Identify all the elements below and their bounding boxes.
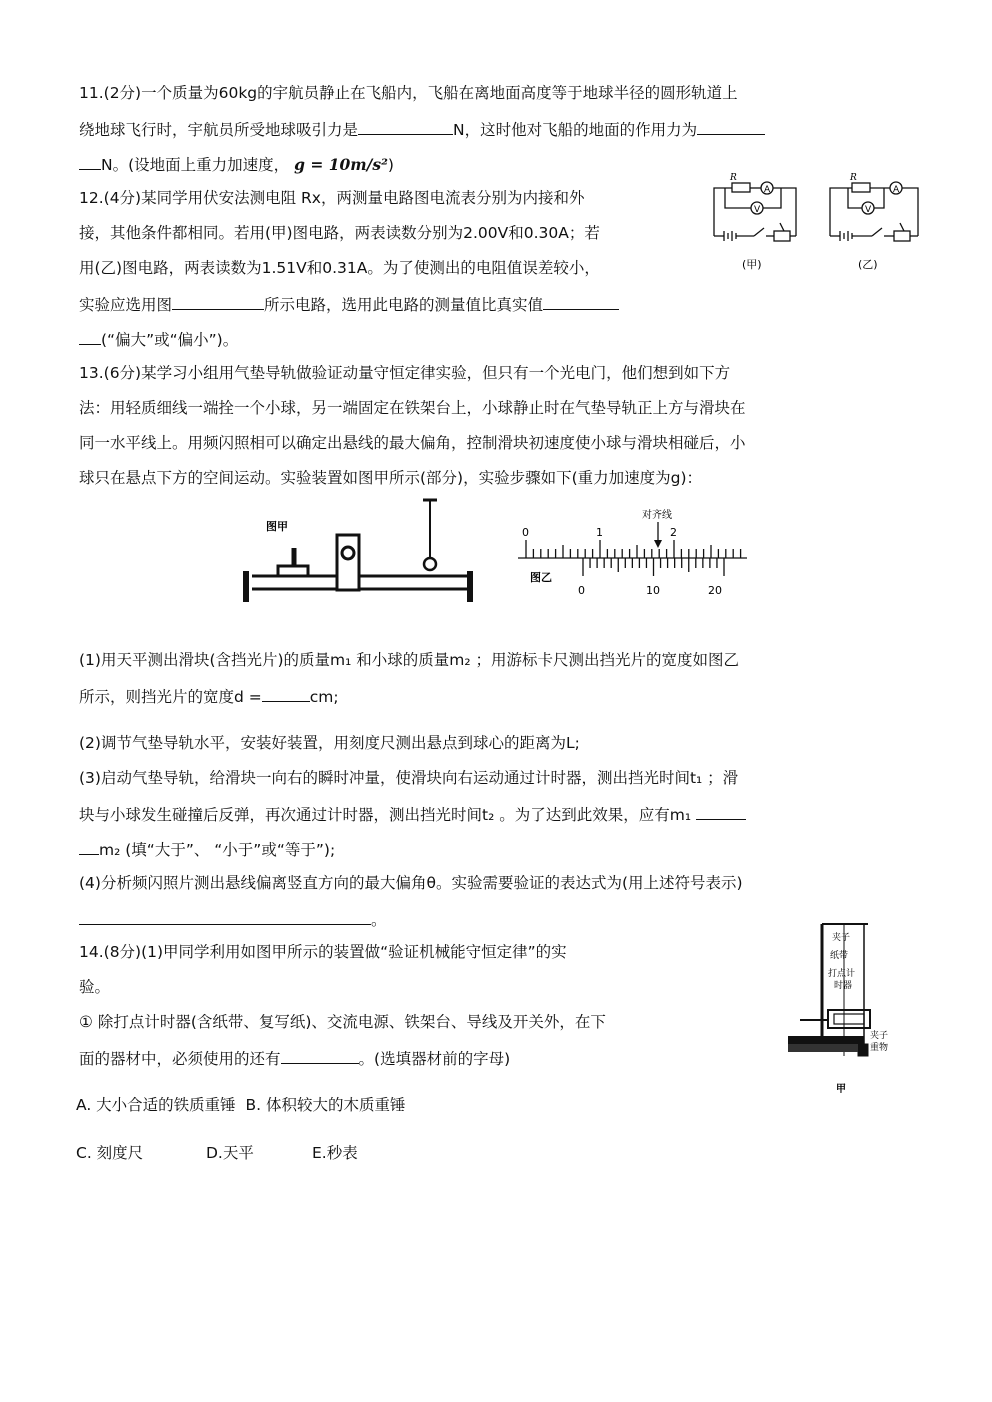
q13-line3: 同一水平线上。用频闪照相可以确定出悬线的最大偏角，控制滑块初速度使小球与滑块相碰后，小 xyxy=(79,434,746,452)
q12-line4: 实验应选用图 所示电路，选用此电路的测量值比真实值 xyxy=(79,293,619,315)
q13-step3b: 块与小球发生碰撞后反弹，再次通过计时器，测出挡光时间t₂ 。为了达到此效果，应有m₁ xyxy=(79,803,746,825)
option-a: A. 大小合适的铁质重锤 xyxy=(76,1096,236,1114)
vernier-scale-10: 10 xyxy=(646,584,660,597)
q11-blank2[interactable] xyxy=(697,118,765,135)
fig-jia-label: 图甲 xyxy=(266,520,288,533)
q13-blank-expression[interactable] xyxy=(79,908,371,925)
label-tape: 纸带 xyxy=(830,951,849,961)
main-scale-2: 2 xyxy=(670,526,677,539)
q13-step3a: (3)启动气垫导轨，给滑块一向右的瞬时冲量，使滑块向右运动通过计时器，测出挡光时间t₁ ；滑 xyxy=(79,769,739,787)
q12-line1: 12.(4分)某同学用伏安法测电阻 Rx，两测量电路图电流表分别为内接和外 xyxy=(79,189,585,207)
circuit-b-r-label: R xyxy=(850,173,857,183)
main-scale-0: 0 xyxy=(522,526,529,539)
vernier-scale-20: 20 xyxy=(708,584,722,597)
option-d: D.天平 xyxy=(206,1144,254,1162)
q12-line5: (“偏大”或“偏小”)。 xyxy=(79,328,238,350)
q13-line1: 13.(6分)某学习小组用气垫导轨做验证动量守恒定律实验，但只有一个光电门，他们想到如下方 xyxy=(79,364,731,382)
option-e: E.秒表 xyxy=(312,1144,358,1162)
q13-step2: (2)调节气垫导轨水平，安装好装置，用刻度尺测出悬点到球心的距离为L; xyxy=(79,734,580,752)
align-arrow-head xyxy=(654,540,662,548)
circuit-b-caption: (乙) xyxy=(858,258,878,271)
label-clip2: 夹子 xyxy=(870,1031,889,1041)
q13-step4a: (4)分析频闪照片测出悬线偏离竖直方向的最大偏角θ。实验需要验证的表达式为(用上述符号表示) xyxy=(79,874,743,892)
q11-blank1[interactable] xyxy=(358,118,453,135)
circuit-a-caption: (甲) xyxy=(742,258,762,271)
q13-line4: 球只在悬点下方的空间运动。实验装置如图甲所示(部分)，实验步骤如下(重力加速度为g)： xyxy=(79,469,703,487)
q13-step1b: 所示，则挡光片的宽度d = cm; xyxy=(79,685,339,707)
q14-options-ab xyxy=(76,1095,406,1115)
circuit-b-voltmeter: V xyxy=(865,205,872,215)
q11-blank2-cont[interactable] xyxy=(79,153,101,170)
q12-blank1[interactable] xyxy=(172,293,264,310)
q13-blank-m[interactable] xyxy=(696,803,746,820)
circuit-a-voltmeter: V xyxy=(754,205,761,215)
label-timer1: 打点计 xyxy=(828,969,856,979)
figure-caption-jia: 甲 xyxy=(836,1084,846,1095)
q13-blank-d[interactable] xyxy=(262,685,310,702)
q13-step1a: (1)用天平测出滑块(含挡光片)的质量m₁ 和小球的质量m₂ ；用游标卡尺测出挡光片的宽度如图乙 xyxy=(79,651,740,669)
q11-line3: N。(设地面上重力加速度， g = 10m/s²) xyxy=(79,153,394,175)
q12-line2: 接，其他条件都相同。若用(甲)图电路，两表读数分别为2.00V和0.30A；若 xyxy=(79,224,600,242)
free-fall-apparatus-figure xyxy=(788,916,898,1098)
vernier-scale-0: 0 xyxy=(578,584,585,597)
q11-line1: 11.(2分)一个质量为60kg的宇航员静止在飞船内，飞船在离地面高度等于地球半径的圆形轨道上 xyxy=(79,84,738,102)
q14-blank1[interactable] xyxy=(281,1047,359,1064)
air-track-figure xyxy=(240,494,480,606)
q12-blank2-cont[interactable] xyxy=(79,328,101,345)
q14-line2: 验。 xyxy=(79,978,111,996)
gravity-formula: g = 10m/s² xyxy=(294,155,388,174)
q14-line3: ① 除打点计时器(含纸带、复写纸)、交流电源、铁架台、导线及开关外，在下 xyxy=(79,1013,606,1031)
circuit-figures xyxy=(706,168,931,276)
q13-blank-m-cont[interactable] xyxy=(79,838,99,855)
label-weight: 重物 xyxy=(870,1043,889,1053)
option-c: C. 刻度尺 xyxy=(76,1144,144,1162)
label-timer2: 时器 xyxy=(834,981,853,991)
q13-step3c: m₂ (填“大于”、 “小于”或“等于”); xyxy=(79,838,335,860)
q14-line1: 14.(8分)(1)甲同学利用如图甲所示的装置做“验证机械能守恒定律”的实 xyxy=(79,943,567,961)
main-scale-1: 1 xyxy=(596,526,603,539)
q11-line2: 绕地球飞行时，宇航员所受地球吸引力是 N，这时他对飞船的地面的作用力为 xyxy=(79,118,765,140)
option-b: B. 体积较大的木质重锤 xyxy=(245,1096,406,1114)
q12-blank2[interactable] xyxy=(543,293,619,310)
align-line-label: 对齐线 xyxy=(642,510,672,521)
circuit-b xyxy=(830,182,918,241)
circuit-b-ammeter: A xyxy=(893,185,900,195)
q14-line4: 面的器材中，必须使用的还有 。(选填器材前的字母) xyxy=(79,1047,510,1069)
q14-options-cde xyxy=(76,1143,358,1163)
circuit-a-r-label: R xyxy=(730,173,737,183)
fig-yi-label: 图乙 xyxy=(530,571,552,584)
circuit-a-ammeter: A xyxy=(764,185,771,195)
q13-step4b: 。 xyxy=(79,908,387,930)
label-clip1: 夹子 xyxy=(832,933,851,943)
q13-line2: 法：用轻质细线一端拴一个小球，另一端固定在铁架台上，小球静止时在气垫导轨正上方与滑块在 xyxy=(79,399,746,417)
q12-line3: 用(乙)图电路，两表读数为1.51V和0.31A。为了使测出的电阻值误差较小， xyxy=(79,259,600,277)
vernier-figure xyxy=(512,502,752,602)
